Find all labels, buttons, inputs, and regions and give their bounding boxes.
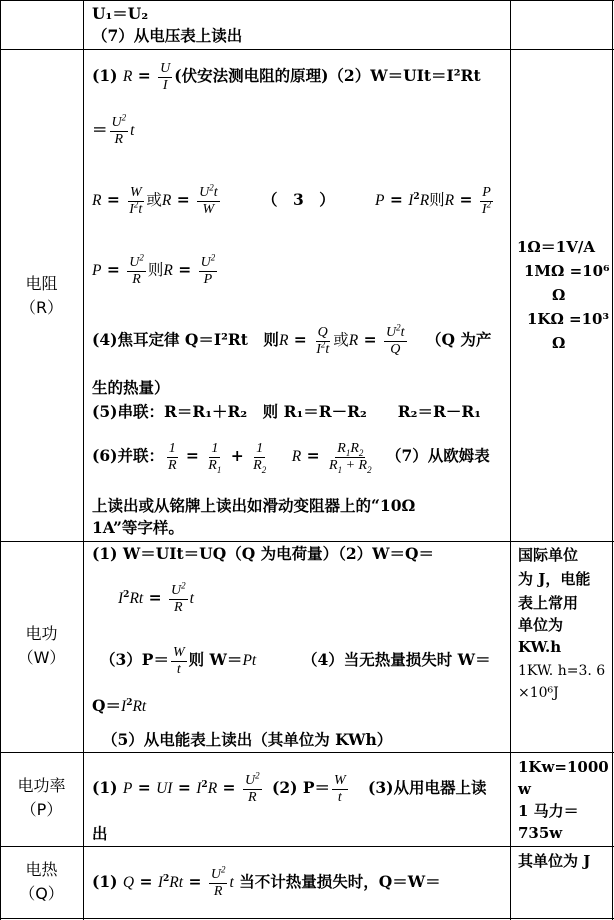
resistance-name: 电阻: [25, 274, 58, 293]
megaohm-definition: 1MΩ =10⁶: [524, 262, 610, 280]
work-formula-4-cont: $Q=I^2Rt$: [92, 696, 147, 715]
column-divider: [83, 0, 84, 920]
nameplate-note-cont: 1A”等字样。: [92, 518, 184, 537]
resistance-formula-4: (4)焦耳定律 Q＝I²Rt 则R = $\frac{Q}{I^2t}$ 或R = $\frac{U^2t}{Q}$: [92, 321, 405, 357]
power-formula-2: (2) P＝ $\frac{W}{t}$: [272, 772, 346, 805]
resistance-formula-2-cont: ＝ $\frac{U^2}{R}$ t: [92, 111, 135, 147]
power-unit-line: 735w: [518, 824, 563, 842]
work-formula-5: （5）从电能表上读出（其单位为 KWh）: [102, 730, 393, 749]
row-divider: [0, 752, 614, 753]
work-formula-3-then: 则 W＝: [188, 650, 243, 669]
work-unit-line: 单位为: [518, 616, 564, 634]
voltage-reading-note: （7）从电压表上读出: [92, 26, 243, 45]
row-divider: [0, 49, 614, 50]
row-divider: [0, 918, 614, 919]
formula-marker-3: （ 3 ）: [262, 190, 335, 209]
series-formula: (5)串联：R＝R₁＋R₂ 则 R₁＝R－R₂ R₂＝R－R₁: [92, 402, 482, 421]
work-unit-line: ×10⁶J: [518, 685, 559, 701]
resistance-label: [0, 272, 83, 320]
work-symbol: （W）: [17, 648, 66, 667]
heat-formula-2: 当不计热量损失时，Q＝W＝: [239, 872, 441, 891]
resistance-formula-1: (1) R = $\frac{U}{I}$ (伏安法测电阻的原理)（2）W＝UIt＝I²Rt: [92, 60, 481, 93]
power-formula-3: (3)从用电器上读: [368, 778, 487, 797]
power-name: 电功率: [17, 776, 66, 795]
parallel-formula: (6)并联： $\frac{1}{R}$ = $\frac{1}{R_1}$ + $\frac{1}{R_2}$ R = $\frac{R_1R_2}{R_1 + R_2}$: [92, 440, 372, 475]
row-divider: [0, 541, 614, 542]
power-formula-1-num: (1): [92, 778, 118, 797]
work-unit-line: KW.h: [518, 638, 562, 656]
column-divider: [612, 0, 613, 920]
work-label: [0, 622, 83, 670]
voltage-equality: U₁＝U₂: [92, 4, 149, 23]
power-unit-line: 1Kw=1000: [518, 758, 609, 776]
work-formula-3-lead: （3）P＝: [100, 650, 169, 669]
work-unit-line: 国际单位: [518, 546, 579, 564]
work-formula-4: （4）当无热量损失时 W＝: [302, 650, 491, 669]
nameplate-note: 上读出或从铭牌上读出如滑动变阻器上的“10Ω: [92, 496, 416, 515]
heat-symbol: （Q）: [19, 884, 64, 903]
column-divider: [510, 0, 511, 920]
heat-label: [0, 858, 83, 906]
power-formula-1: (1) P = UI = $I^2R$ = $\frac{U^2}{R}$: [92, 769, 260, 805]
resistance-symbol: （R）: [19, 298, 64, 317]
heat-formula-1: (1) $Q = I^2Rt$ = $\frac{U^2}{R}$ t 当不计热量损失时，Q＝W＝: [92, 863, 441, 899]
ohm-definition: 1Ω＝1V/A: [517, 238, 595, 256]
heat-unit: 其单位为 J: [518, 852, 591, 870]
resistance-formula-3b: P = $\frac{U^2}{R}$ 则R = $\frac{U^2}{P}$: [92, 251, 216, 287]
power-unit-line: 1 马力＝: [518, 802, 579, 820]
work-formula-2: $I^2Rt$ = $\frac{U^2}{R}$ t: [118, 579, 194, 615]
work-name: 电功: [25, 624, 58, 643]
resistance-formula-2-solve: R = $\frac{W}{I^2t}$ 或R = $\frac{U^2t}{W}$: [92, 181, 218, 217]
resistance-formula-1-text: (伏安法测电阻的原理)（2）W＝UIt＝I²Rt: [174, 66, 481, 85]
row-divider: [0, 0, 614, 1]
kiloohm-unit: Ω: [552, 334, 566, 352]
row-divider: [0, 846, 614, 847]
power-formula-3-cont: 出: [92, 824, 108, 843]
resistance-formula-3: $P = I^2R$则R = $\frac{P}{I^2}$: [375, 184, 492, 217]
heat-note: （Q 为产: [426, 330, 492, 349]
joule-law-text: (4)焦耳定律 Q＝I²Rt 则: [92, 330, 279, 349]
work-unit-line: 表上常用: [518, 594, 579, 612]
kiloohm-definition: 1KΩ =10³: [527, 310, 610, 328]
ohmmeter-note: （7）从欧姆表: [386, 446, 490, 465]
parallel-label: (6)并联：: [92, 446, 164, 465]
power-label: [0, 774, 83, 822]
work-formula-1: (1) W＝UIt＝UQ（Q 为电荷量）（2）W＝Q＝: [92, 544, 435, 563]
heat-name: 电热: [25, 860, 58, 879]
power-formula-2-lead: (2) P＝: [272, 778, 331, 797]
work-unit-line: 1KW. h=3. 6: [518, 663, 606, 679]
power-unit-line: w: [518, 780, 531, 798]
work-formula-4-lead: Q＝: [92, 696, 122, 715]
work-unit-line: 为 J，电能: [518, 570, 591, 588]
heat-note-cont: 生的热量）: [92, 378, 170, 397]
work-formula-3: （3）P＝ $\frac{W}{t}$ 则 W＝Pt: [100, 644, 257, 677]
power-symbol: （P）: [20, 800, 63, 819]
megaohm-unit: Ω: [552, 286, 566, 304]
heat-formula-1-num: (1): [92, 872, 118, 891]
